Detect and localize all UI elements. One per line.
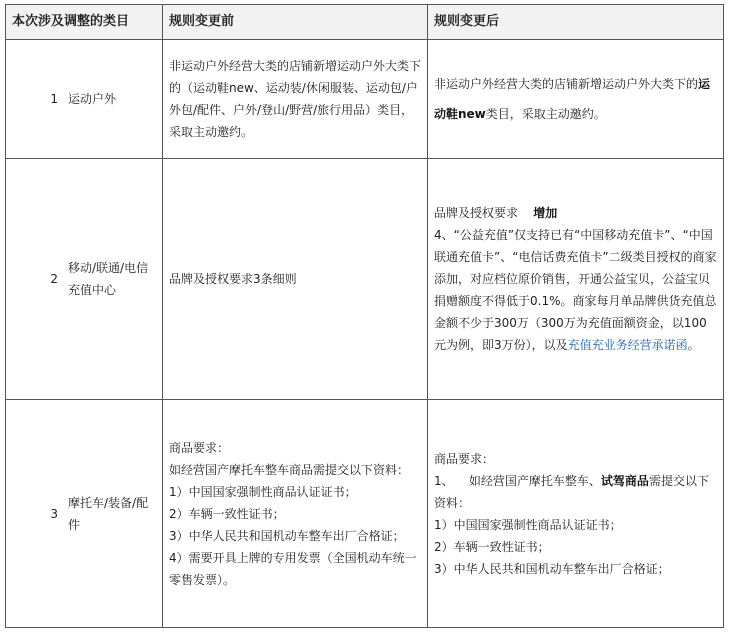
rule-before-cell — [163, 400, 428, 628]
added-badge: 增加 — [533, 206, 558, 220]
rule-before-text: 品牌及授权要求3条细则 — [169, 272, 297, 286]
lead-highlight: 试驾商品 — [600, 473, 649, 488]
rule-after-lead — [434, 470, 717, 514]
rule-before-cell — [163, 159, 428, 400]
requirement-item: 4）需要开具上牌的专用发票（全国机动车统一零售发票）。 — [169, 550, 417, 587]
requirement-item: 3）中华人民共和国机动车整车出厂合格证； — [434, 561, 670, 576]
row-number: 2 — [50, 272, 58, 286]
header-category: 本次涉及调整的类目 — [6, 5, 163, 40]
rule-after-suffix: 类目，采取主动邀约。 — [485, 107, 606, 121]
header-before: 规则变更前 — [163, 5, 428, 40]
requirement-item: 2）车辆一致性证书； — [169, 506, 285, 521]
table-header-row — [6, 5, 724, 40]
rule-after-prefix: 非运动户外经营大类的店铺新增运动户外大类下的 — [434, 77, 699, 91]
category-name: 移动/联通/电信充值中心 — [68, 261, 149, 297]
lead-text: 如经营国产摩托车整车、 — [468, 473, 601, 488]
rule-after-end: 。 — [687, 338, 700, 352]
rule-after-cell — [428, 400, 724, 628]
rule-after-title: 商品要求： — [434, 451, 495, 466]
rule-after-cell — [428, 159, 724, 400]
category-cell — [6, 400, 163, 628]
category-cell — [6, 40, 163, 159]
rule-before-intro: 如经营国产摩托车整车商品需提交以下资料： — [169, 462, 410, 477]
requirement-item: 1）中国国家强制性商品认证证书； — [169, 484, 357, 499]
rule-after-cell — [428, 40, 724, 159]
requirement-item: 3）中华人民共和国机动车整车出厂合格证； — [169, 528, 405, 543]
table-row — [6, 400, 724, 628]
rule-before-cell — [163, 40, 428, 159]
table-row — [6, 40, 724, 159]
lead-number: 1、 — [434, 473, 454, 488]
row-number: 1 — [50, 92, 58, 106]
row-number: 3 — [50, 506, 58, 521]
requirement-item: 1）中国国家强制性商品认证证书； — [434, 517, 622, 532]
header-after: 规则变更后 — [428, 5, 724, 40]
rule-before-title: 商品要求： — [169, 440, 230, 455]
category-cell — [6, 159, 163, 400]
rule-after-title-line — [434, 202, 717, 224]
requirement-item: 2）车辆一致性证书； — [434, 539, 550, 554]
rule-after-highlight: 运动鞋new — [434, 77, 711, 121]
table-row — [6, 159, 724, 400]
commitment-letter-link[interactable]: 充值充业务经营承诺函 — [567, 338, 688, 352]
category-name: 摩托车/装备/配件 — [68, 495, 149, 532]
rule-change-table — [5, 4, 724, 628]
category-name: 运动户外 — [68, 92, 117, 106]
rule-after-text: 4、“公益充值”仅支持已有“中国移动充值卡”、“中国联通充值卡”、“电信话费充值卡”二级类目授权的商家添加，对应档位原价销售，开通公益宝贝，公益宝贝捐赠额度不得低于0.1%。商家每月单品牌供货充值总金额不少于300万（300万为充值面额资金，以100元为例，即3万份），以及 — [434, 228, 717, 352]
lead-tail: 需提交以下资料： — [434, 473, 709, 510]
rule-before-text: 非运动户外经营大类的店铺新增运动户外大类下的（运动鞋new、运动装/休闲服装、运动包/户外包/配件、户外/登山/野营/旅行用品）类目，采取主动邀约。 — [169, 59, 422, 139]
rule-after-title: 品牌及授权要求 — [434, 206, 519, 220]
